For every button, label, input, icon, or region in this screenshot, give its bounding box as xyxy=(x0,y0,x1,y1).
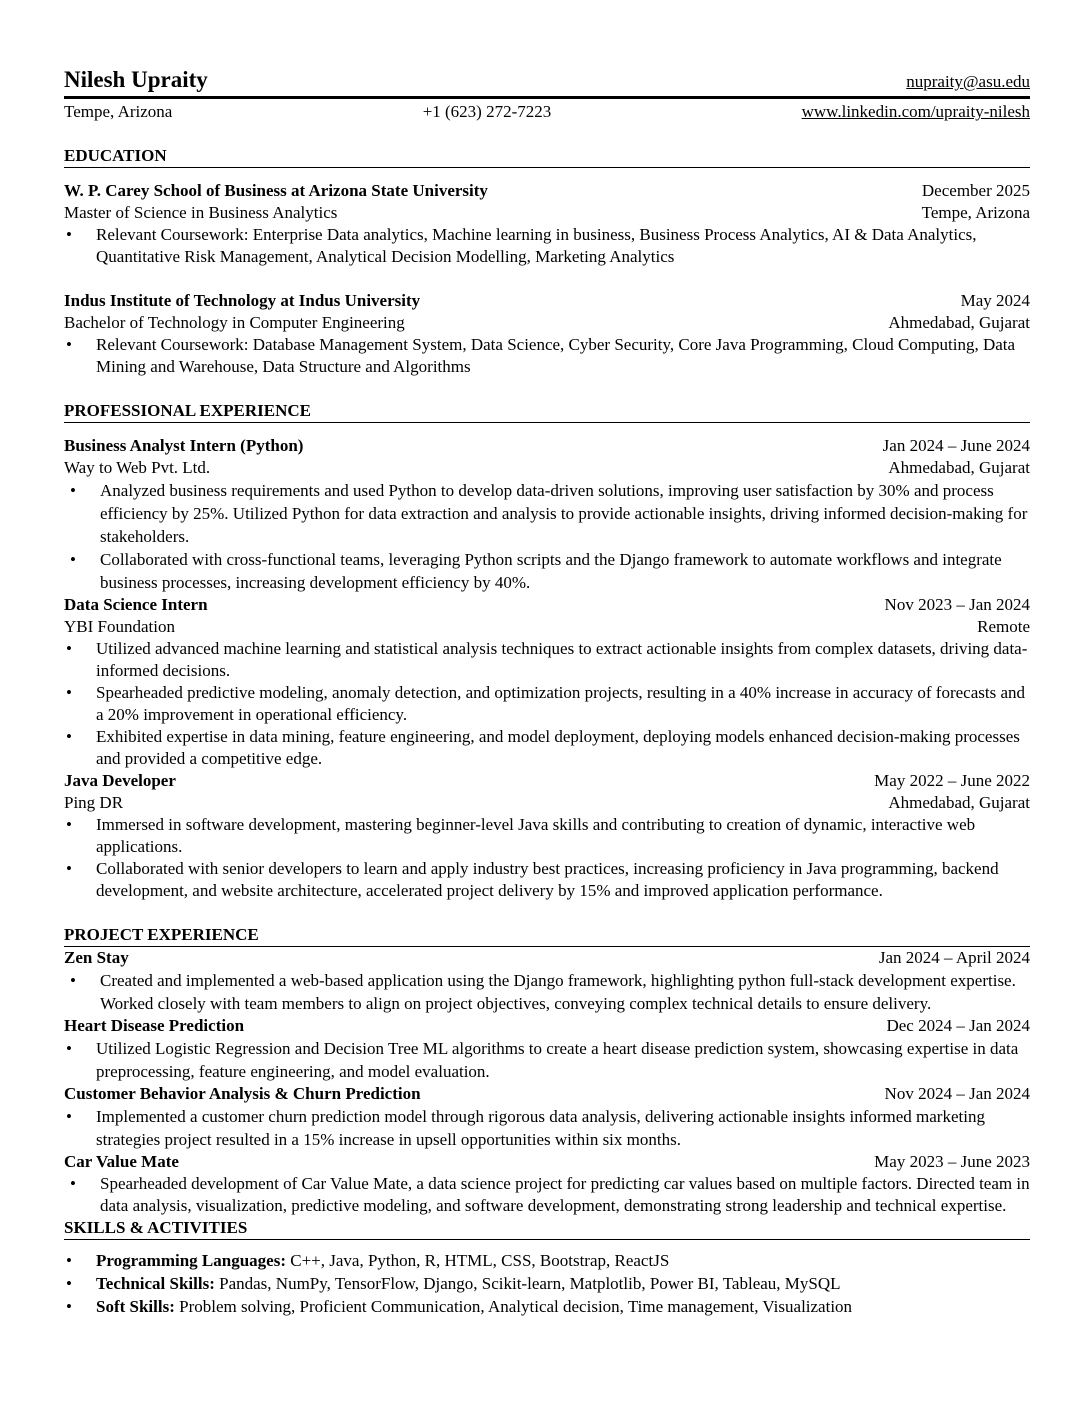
job-title: Business Analyst Intern (Python) xyxy=(64,436,304,455)
list-item: • Spearheaded predictive modeling, anomaly detection, and optimization projects, resulting in a 40% increase in accuracy of forecasts and a 20% improvement in operational efficiency. xyxy=(64,682,1030,726)
education-bullets xyxy=(64,334,1030,378)
phone-text: +1 (623) 272-7223 xyxy=(422,102,552,121)
section-divider xyxy=(64,1239,1030,1240)
list-item xyxy=(64,1296,1030,1318)
job-date: May 2022 – June 2022 xyxy=(874,771,1030,790)
location-text: Tempe, Arizona xyxy=(64,102,173,121)
section-divider xyxy=(64,422,1030,423)
job-bullets xyxy=(64,479,1030,594)
project-bullets xyxy=(64,969,1030,1015)
company-name: Ping DR xyxy=(64,793,124,812)
education-entry-header xyxy=(64,290,1030,312)
list-item: • Utilized Logistic Regression and Decision Tree ML algorithms to create a heart disease prediction system, showcasing expertise in data preprocessing, feature engineering, and model evaluation. xyxy=(64,1037,1030,1083)
list-item: • Collaborated with cross-functional teams, leveraging Python scripts and the Django framework to automate workflows and integrate business processes, increasing development efficiency by 40%. xyxy=(68,548,1030,594)
job-sub xyxy=(64,457,1030,479)
project-date: Nov 2024 – Jan 2024 xyxy=(884,1084,1030,1103)
degree-name: Bachelor of Technology in Computer Engineering xyxy=(64,313,405,332)
project-name: Zen Stay xyxy=(64,948,129,967)
candidate-name: Nilesh Upraity xyxy=(64,67,208,92)
skill-value: C++, Java, Python, R, HTML, CSS, Bootstrap, ReactJS xyxy=(286,1251,670,1270)
degree-name: Master of Science in Business Analytics xyxy=(64,203,338,222)
school-name: Indus Institute of Technology at Indus University xyxy=(64,291,421,310)
header-divider xyxy=(64,96,1030,99)
skill-value: Problem solving, Proficient Communication, Analytical decision, Time management, Visualization xyxy=(174,1297,853,1316)
list-item: • Analyzed business requirements and used Python to develop data-driven solutions, improving user satisfaction by 30% and process efficiency by 25%. Utilized Python for data extraction and analysis to provide actionable insights, driving informed decision-making for stakeholders. xyxy=(68,479,1030,548)
project-bullets xyxy=(64,1037,1030,1083)
skills-heading: SKILLS & ACTIVITIES xyxy=(64,1218,248,1237)
project-name: Customer Behavior Analysis & Churn Prediction xyxy=(64,1084,421,1103)
education-bullets xyxy=(64,224,1030,268)
project-date: Dec 2024 – Jan 2024 xyxy=(886,1016,1030,1035)
project-header xyxy=(64,1015,1030,1037)
job-location: Ahmedabad, Gujarat xyxy=(888,458,1030,477)
job-location: Ahmedabad, Gujarat xyxy=(888,793,1030,812)
resume-page xyxy=(64,66,1030,1319)
job-sub xyxy=(64,792,1030,814)
project-name: Heart Disease Prediction xyxy=(64,1016,245,1035)
company-name: YBI Foundation xyxy=(64,617,175,636)
job-location: Remote xyxy=(977,617,1030,636)
education-location: Tempe, Arizona xyxy=(921,203,1030,222)
job-title: Java Developer xyxy=(64,771,176,790)
experience-heading: PROFESSIONAL EXPERIENCE xyxy=(64,401,312,420)
project-header xyxy=(64,1151,1030,1173)
skill-label: Programming Languages: xyxy=(96,1251,286,1270)
email-link[interactable]: nupraity@asu.edu xyxy=(906,72,1030,91)
skills-list xyxy=(64,1250,1030,1318)
skill-value: Pandas, NumPy, TensorFlow, Django, Scikit-learn, Matplotlib, Power BI, Tableau, MySQL xyxy=(214,1274,841,1293)
education-date: May 2024 xyxy=(960,291,1030,310)
school-name: W. P. Carey School of Business at Arizona State University xyxy=(64,181,488,200)
linkedin-link[interactable]: www.linkedin.com/upraity-nilesh xyxy=(801,102,1030,121)
project-name: Car Value Mate xyxy=(64,1152,179,1171)
list-item: • Collaborated with senior developers to learn and apply industry best practices, increasing proficiency in Java programming, backend development, and website architecture, accelerated project delivery by 15% and improved application performance. xyxy=(64,858,1030,902)
job-title: Data Science Intern xyxy=(64,595,208,614)
job-header xyxy=(64,594,1030,616)
education-entry-header xyxy=(64,180,1030,202)
job-bullets xyxy=(64,814,1030,902)
list-item: • Relevant Coursework: Database Management System, Data Science, Cyber Security, Core Java Programming, Cloud Computing, Data Mining and Warehouse, Data Structure and Algorithms xyxy=(64,334,1030,378)
list-item: • Immersed in software development, mastering beginner-level Java skills and contributing to creation of dynamic, interactive web applications. xyxy=(64,814,1030,858)
list-item: • Implemented a customer churn prediction model through rigorous data analysis, delivering actionable insights informed marketing strategies project resulted in a 15% increase in upsell opportunities within six months. xyxy=(64,1105,1030,1151)
job-bullets xyxy=(64,638,1030,770)
education-date: December 2025 xyxy=(921,181,1030,200)
education-location: Ahmedabad, Gujarat xyxy=(888,313,1030,332)
project-header xyxy=(64,947,1030,969)
list-item: • Relevant Coursework: Enterprise Data analytics, Machine learning in business, Business Process Analytics, AI & Data Analytics, Quantitative Risk Management, Analytical Decision Modelling, Marketing Analytics xyxy=(64,224,1030,268)
skill-label: Technical Skills: xyxy=(96,1274,215,1293)
project-header xyxy=(64,1083,1030,1105)
job-header xyxy=(64,770,1030,792)
project-date: Jan 2024 – April 2024 xyxy=(878,948,1030,967)
projects-heading: PROJECT EXPERIENCE xyxy=(64,925,259,944)
list-item: • Created and implemented a web-based application using the Django framework, highlighting python full-stack development expertise. Worked closely with team members to align on project objectives, conveying complex technical details to ensure delivery. xyxy=(68,969,1030,1015)
education-heading: EDUCATION xyxy=(64,146,167,165)
list-item: • Utilized advanced machine learning and statistical analysis techniques to extract actionable insights from complex datasets, driving data-informed decisions. xyxy=(64,638,1030,682)
project-bullets xyxy=(64,1105,1030,1151)
job-date: Jan 2024 – June 2024 xyxy=(882,436,1030,455)
education-entry-sub xyxy=(64,202,1030,224)
company-name: Way to Web Pvt. Ltd. xyxy=(64,458,211,477)
header-top-row xyxy=(64,66,1030,94)
list-item xyxy=(64,1273,1030,1295)
header-contact-row xyxy=(64,101,1030,123)
education-entry-sub xyxy=(64,312,1030,334)
project-date: May 2023 – June 2023 xyxy=(874,1152,1030,1171)
skill-label: Soft Skills: xyxy=(96,1297,175,1316)
list-item xyxy=(64,1250,1030,1272)
section-divider xyxy=(64,167,1030,168)
job-header xyxy=(64,435,1030,457)
job-date: Nov 2023 – Jan 2024 xyxy=(884,595,1030,614)
list-item: • Exhibited expertise in data mining, feature engineering, and model deployment, deploying models enhanced decision-making processes and provided a competitive edge. xyxy=(64,726,1030,770)
list-item: • Spearheaded development of Car Value Mate, a data science project for predicting car values based on multiple factors. Directed team in data analysis, visualization, predictive modeling, and software development, demonstrating strong leadership and technical expertise. xyxy=(68,1173,1030,1217)
job-sub xyxy=(64,616,1030,638)
project-bullets xyxy=(64,1173,1030,1217)
